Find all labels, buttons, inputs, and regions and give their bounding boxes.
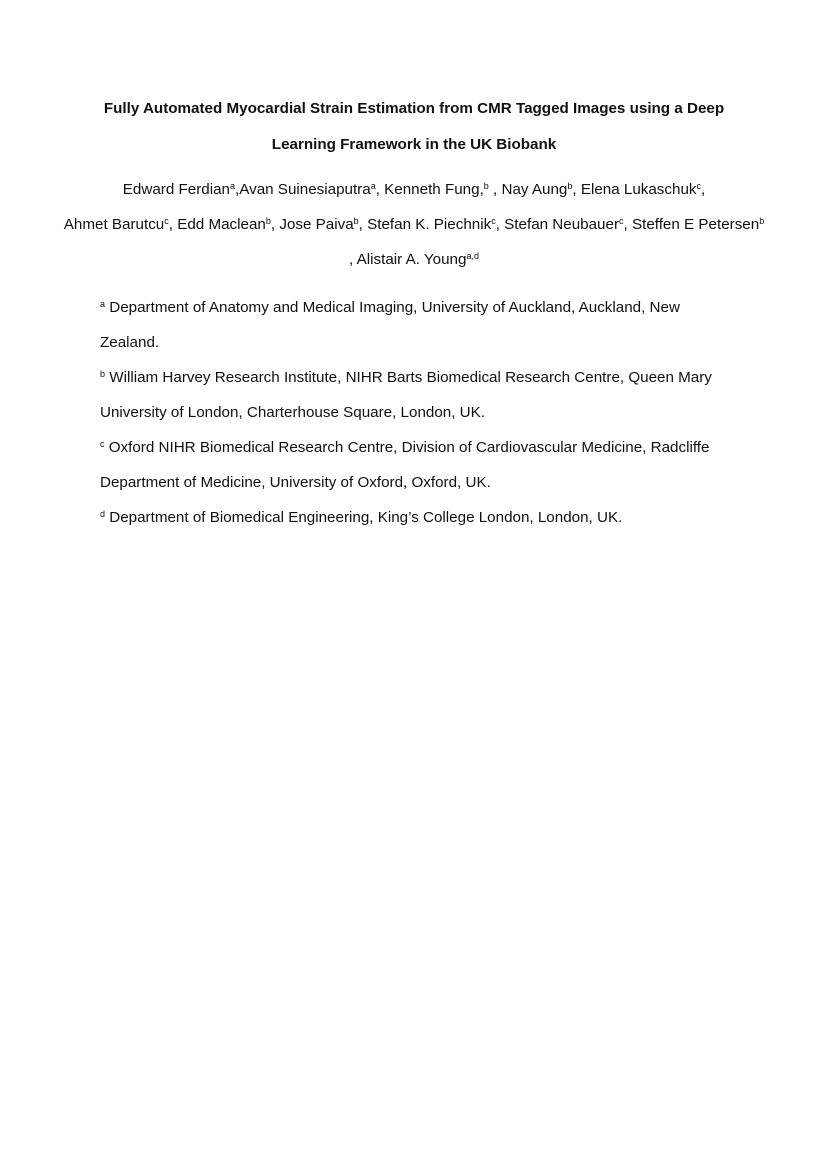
affiliation bbox=[100, 290, 740, 360]
affiliation-text: Department of Biomedical Engineering, King’s College London, London, UK. bbox=[109, 509, 623, 526]
affiliation-marker: a bbox=[100, 299, 106, 309]
author: Alistair A. Young$^{a,d}$ bbox=[356, 251, 479, 268]
author: Ahmet Barutcu$^c$, bbox=[63, 216, 178, 233]
author: Stefan Neubauer$^c$, bbox=[504, 216, 632, 233]
author: Steffen E Petersen$^b$ , bbox=[349, 216, 765, 268]
author: Avan Suinesiaputra$^a$, bbox=[239, 181, 385, 198]
affiliation-marker: b bbox=[100, 369, 106, 379]
author: Edward Ferdian$^a$, bbox=[122, 181, 240, 198]
affiliation-list bbox=[100, 290, 740, 535]
author: Edd Maclean$^b$, bbox=[177, 216, 280, 233]
author: Kenneth Fung,$^b$ , bbox=[384, 181, 502, 198]
affiliation-text: William Harvey Research Institute, NIHR Barts Biomedical Research Centre, Queen Mary University of London, Charterhouse Square, London, UK. bbox=[100, 369, 712, 421]
affiliation bbox=[100, 430, 740, 500]
author: Stefan K. Piechnik$^c$, bbox=[367, 216, 505, 233]
affiliation-marker: c bbox=[100, 439, 105, 449]
affiliation bbox=[100, 360, 740, 430]
author: Jose Paiva$^b$, bbox=[279, 216, 368, 233]
author: Nay Aung$^b$, bbox=[501, 181, 581, 198]
affiliation-text: Department of Anatomy and Medical Imaging, University of Auckland, Auckland, New Zealand. bbox=[100, 299, 680, 351]
author-list bbox=[60, 172, 768, 277]
author: Elena Lukaschuk$^c$, bbox=[580, 181, 706, 198]
affiliation bbox=[100, 500, 740, 535]
title-line-2: Learning Framework in the UK Biobank bbox=[271, 136, 557, 153]
paper-title bbox=[60, 91, 768, 163]
affiliation-text: Oxford NIHR Biomedical Research Centre, Division of Cardiovascular Medicine, Radcliffe Department of Medicine, University of Oxford, Oxford, UK. bbox=[100, 439, 710, 491]
affiliation-marker: d bbox=[100, 509, 106, 519]
title-line-1: Fully Automated Myocardial Strain Estimation from CMR Tagged Images using a Deep bbox=[103, 100, 725, 117]
